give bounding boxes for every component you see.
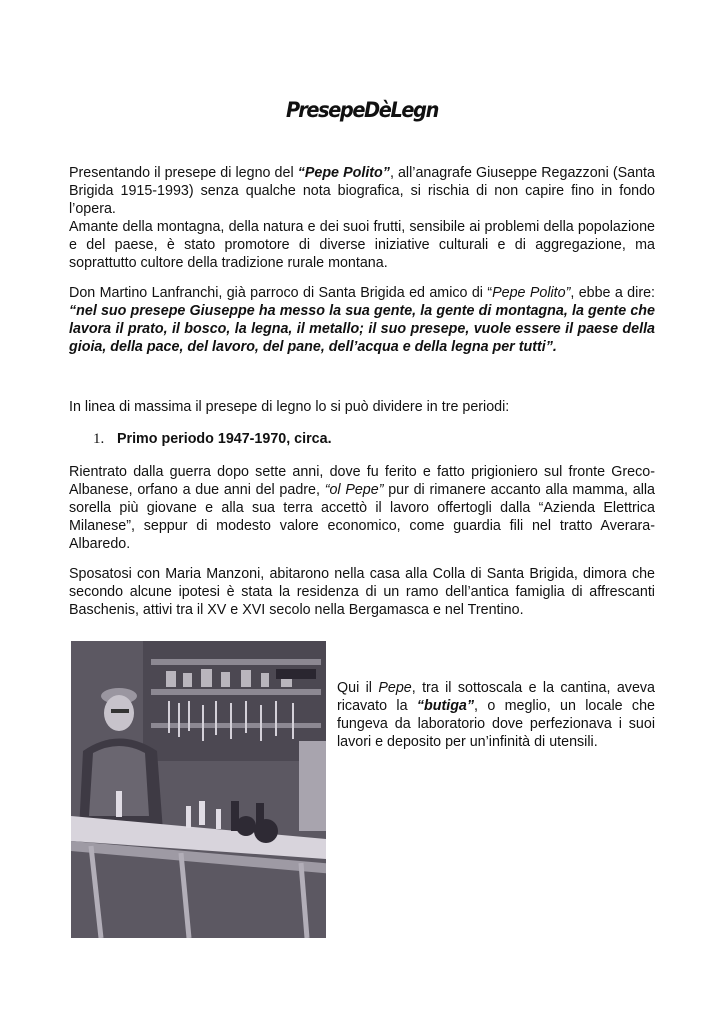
period-1-label: Primo periodo 1947-1970, circa. xyxy=(116,431,332,447)
intro-section xyxy=(69,164,655,272)
period-1-heading xyxy=(93,431,332,448)
lanfranchi-quote: “nel suo presepe Giuseppe ha messo la sua gente, la gente di montagna, la gente che lavora il prato, il bosco, la legna, il metallo; il suo presepe, vuole essere il paese della gioia, della pace, del lavoro, del pane, dell’acqua e della legna per tutti” xyxy=(69,303,655,355)
quote-paragraph: Don Martino Lanfranchi, già parroco di Santa Brigida ed amico di “Pepe Polito”, ebbe a dire: “nel suo presepe Giuseppe ha messo la sua gente, la gente di montagna, la gente che lavora il prato, il bosco, la legna, il metallo; il suo presepe, vuole essere il paese della gioia, della pace, del lavoro, del pane, dell’acqua e della legna per tutti”. xyxy=(69,285,655,355)
bio-paragraph-2: Sposatosi con Maria Manzoni, abitarono nella casa alla Colla di Santa Brigida, dimora che secondo alcune ipotesi è stata la residenza di un ramo dell’antica famiglia di affrescanti Baschenis, attivi tra il XV e XVI secolo nella Bergamasca e nel Trentino. xyxy=(69,566,655,618)
intro-paragraph-2: Amante della montagna, della natura e dei suoi frutti, sensibile ai problemi della popolazione e del paese, è stato promotore di diverse iniziative culturali e di aggregazione, ma soprattutto cultore della tradizione rurale montana. xyxy=(69,219,655,271)
photo-caption: Qui il Pepe, tra il sottoscala e la cantina, aveva ricavato la “butiga”, o meglio, un locale che fungeva da laboratorio dove perfezionava i suoi lavori e deposito per un’infinità di utensili. xyxy=(337,680,655,750)
workshop-photo-illustration xyxy=(71,641,326,938)
periods-intro: In linea di massima il presepe di legno lo si può dividere in tre periodi: xyxy=(69,399,510,415)
bio-paragraph-1: Rientrato dalla guerra dopo sette anni, dove fu ferito e fatto prigioniero sul fronte Greco-Albanese, orfano a due anni del padre, “ol Pepe” pur di rimanere accanto alla mamma, alla sorella più giovane e alla sua terra accettò il lavoro offertogli dalla “Azienda Elettrica Milanese”, seppur di modesto valore economico, come guardia fili nel tratto Averara-Albaredo. xyxy=(69,464,655,552)
page-title: PresepeDèLegn xyxy=(286,98,438,122)
workshop-photo xyxy=(71,641,326,938)
quote-section xyxy=(69,284,655,356)
intro-paragraph-1: Presentando il presepe di legno del “Pepe Polito”, all’anagrafe Giuseppe Regazzoni (Santa Brigida 1915-1993) senza qualche nota biografica, si rischia di non capire fino in fondo l’opera. xyxy=(69,165,655,217)
list-number: 1. xyxy=(93,431,105,447)
